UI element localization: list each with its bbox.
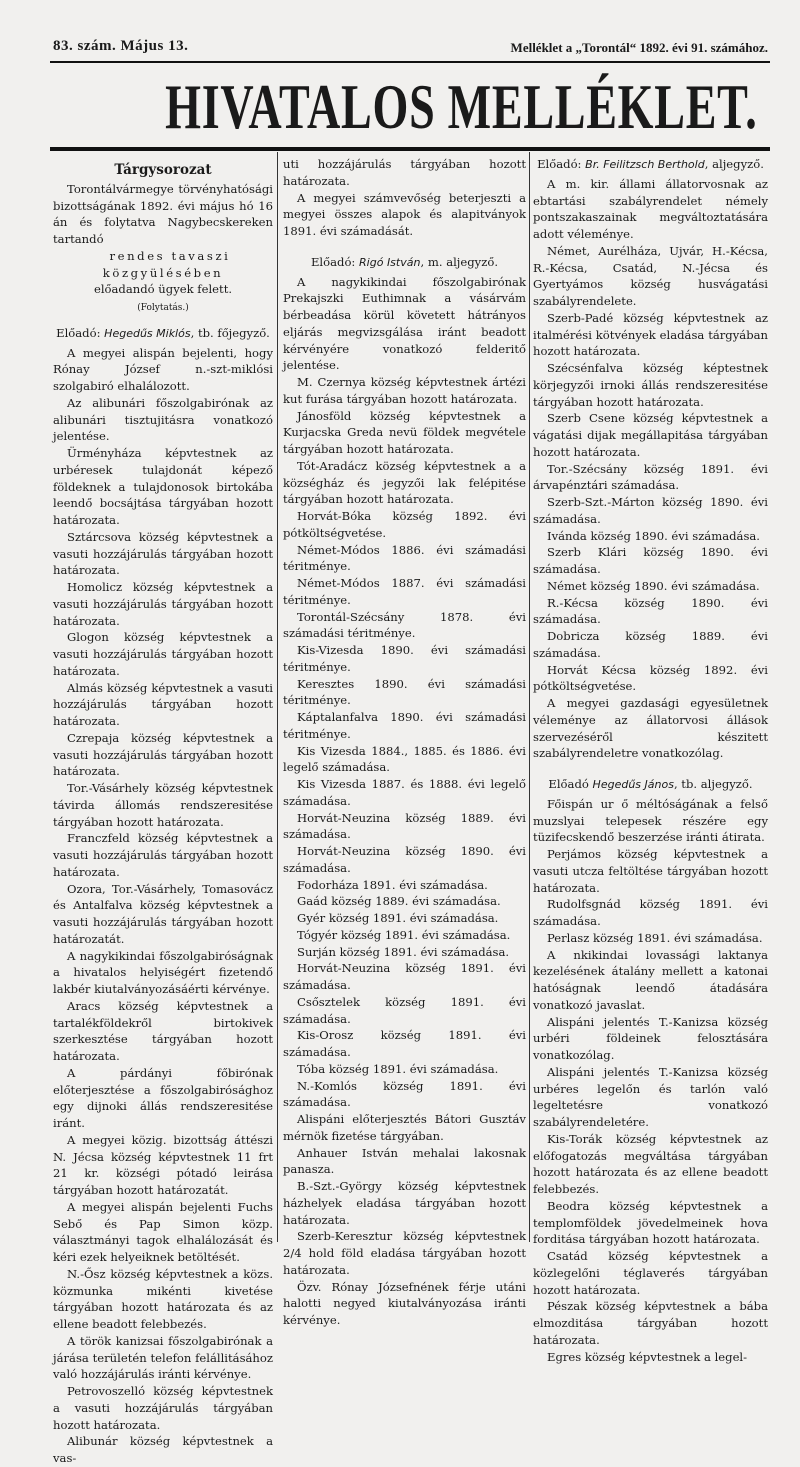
header-rule	[50, 61, 770, 63]
agenda-item: B.-Szt.-György község képvtestnek házhelyek eladása tárgyában hozott határozata.	[283, 1179, 526, 1227]
column-1	[53, 156, 273, 1467]
agenda-item: Dobricza község 1889. évi számadása.	[533, 629, 768, 660]
agenda-item: Aracs község képvtestnek a tartalékföldekről birtokivek szerkesztése tárgyában hozott határozata.	[53, 998, 273, 1063]
agenda-item: Alispáni jelentés T.-Kanizsa község urbéres legelőn és tarlón való legeltetésre vonatkozó szabályrendeletére.	[533, 1064, 768, 1129]
agenda-item: A megyei számvevőség beterjeszti a megyei összes alapok és alapitványok 1891. évi számadását.	[283, 190, 526, 238]
column-2	[283, 156, 526, 1329]
speaker-name: Hegedűs János	[592, 778, 674, 791]
agenda-item: Keresztes 1890. évi számadási téritménye.	[283, 676, 526, 708]
agenda-item: Tor.-Vásárhely község képvtestnek távirda állomás rendszeresitése tárgyában hozott határozata.	[53, 781, 273, 829]
agenda-item: Német község 1890. évi számadása.	[547, 578, 760, 593]
agenda-item: Szerb-Szt.-Márton község 1890. évi számadása.	[533, 495, 768, 526]
agenda-item: N.-Ősz község képvtestnek a közs. közmunka mikénti kivetése tárgyában hozott határozata és az ellene beadott felebbezés.	[53, 1266, 273, 1331]
continuation-note: (Folytatás.)	[137, 303, 189, 313]
speaker-title: , tb. főjegyző.	[190, 325, 270, 340]
speaker-line	[53, 325, 273, 343]
agenda-item: Főispán ur ő méltóságának a felső muzslyai telepesek részére egy tüzifecskendő beszerzése iránti átirata.	[533, 796, 768, 845]
agenda-item: Alibunár község képvtestnek a vas-	[53, 1434, 273, 1465]
agenda-item: Német, Aurélháza, Ujvár, H.-Kécsa, R.-Kécsa, Csatád, N.-Jécsa és Gyertyámos község husvágatási szabályrendelete.	[533, 243, 768, 308]
agenda-item: Rudolfsgnád község 1891. évi számadása.	[533, 897, 768, 928]
agenda-item: Franczfeld község képvtestnek a vasuti hozzájárulás tárgyában hozott határozata.	[53, 831, 273, 879]
agenda-item: Horvát Kécsa község 1892. évi pótköltségvetése.	[533, 662, 768, 694]
agenda-item: A megyei közig. bizottság áttészi N. Jécsa község képvtestnek 11 frt 21 kr. községi pótadó leirása tárgyában hozott határozatát.	[53, 1132, 273, 1197]
agenda-item: Perjámos község képvtestnek a vasuti utcza feltöltése tárgyában hozott határozata.	[533, 847, 768, 895]
speaker-title: , m. aljegyző.	[420, 254, 499, 269]
agenda-item: Ivánda község 1890. évi számadása.	[547, 528, 760, 543]
speaker-label: Előadó:	[56, 325, 105, 340]
speaker-name: Br. Feilitzsch Berthold	[585, 158, 705, 171]
agenda-item: Káptalanfalva 1890. évi számadási téritménye.	[283, 710, 526, 741]
agenda-item: Ürményháza képvtestnek az urbéresek tulajdonát képező földeknek a tulajdonosok birtokába leendő bocsájtása tárgyában hozott határozata.	[53, 446, 273, 527]
agenda-item: Horvát-Neuzina község 1891. évi számadása.	[283, 961, 526, 992]
agenda-item: Pészak község képvtestnek a bába elmozditása tárgyában hozott határozata.	[533, 1299, 768, 1347]
speaker-name: Rigó István	[359, 255, 421, 269]
column-divider	[529, 152, 530, 1242]
agenda-item: Kis-Torák község képvtestnek az előfogatozás megváltása tárgyában hozott határozata és az ellene beadott felebbezés.	[533, 1131, 768, 1196]
agenda-item: Tógyér község 1891. évi számadása.	[297, 927, 511, 942]
agenda-item: Perlasz község 1891. évi számadása.	[547, 930, 763, 945]
agenda-item: Kis-Orosz község 1891. évi számadása.	[283, 1028, 526, 1059]
agenda-item: Fodorháza 1891. évi számadása.	[297, 877, 488, 892]
issue-number-date: 83. szám. Május 13.	[53, 38, 189, 54]
agenda-item: Szerb-Keresztur község képvtestnek 2/4 hold föld eladása tárgyában hozott határozata.	[283, 1229, 526, 1277]
agenda-item: R.-Kécsa község 1890. évi számadása.	[533, 595, 768, 627]
agenda-item: Szerb Klári község 1890. évi számadása.	[533, 545, 768, 576]
agenda-item: Petrovoszelló község képvtestnek a vasuti hozzájárulás tárgyában hozott határozata.	[53, 1384, 273, 1432]
agenda-item: Jánosföld község képvtestnek a Kurjacska Greda nevü földek megvétele tárgyában hozott határozata.	[283, 408, 526, 456]
supplement-note: Melléklet a „Torontál“ 1892. évi 91. számához.	[510, 40, 768, 55]
agenda-item: Gaád község 1889. évi számadása.	[297, 894, 501, 909]
agenda-item: M. Czernya község képvtestnek ártézi kut furása tárgyában hozott határozata.	[283, 375, 526, 406]
agenda-item: Tóba község 1891. évi számadása.	[297, 1061, 499, 1076]
agenda-item: A párdányi főbirónak előterjesztése a főszolgabirósághoz egy dijnoki állás rendszeresitése iránt.	[53, 1065, 273, 1130]
agenda-item: Kis Vizesda 1884., 1885. és 1886. évi legelő számadása.	[283, 743, 526, 775]
agenda-item: Szerb-Padé község képvtestnek az italmérési kötvények eladása tárgyában hozott határozata.	[533, 310, 768, 359]
agenda-item: Csatád község képvtestnek a közlegelőni téglaverés tárgyában hozott határozata.	[533, 1249, 768, 1297]
section-heading: Tárgysorozat	[114, 162, 212, 178]
agenda-item: Egres község képvtestnek a legel-	[547, 1349, 748, 1364]
agenda-item: Az alibunári főszolgabirónak az alibunári tisztujitásra vonatkozó jelentése.	[53, 395, 273, 444]
speaker-line	[533, 156, 768, 174]
agenda-item: Torontál-Szécsány 1878. évi számadási téritménye.	[283, 609, 526, 641]
speaker-title: , aljegyző.	[704, 157, 764, 171]
agenda-intro-emphasis: rendes tavaszi közgyülésében	[102, 248, 231, 280]
agenda-item: Kis-Vizesda 1890. évi számadási téritménye.	[283, 643, 526, 674]
agenda-item: Csősztelek község 1891. évi számadása.	[283, 994, 526, 1026]
agenda-item: Horvát-Neuzina község 1890. évi számadása.	[283, 844, 526, 875]
agenda-item: Surján község 1891. évi számadása.	[297, 944, 510, 959]
agenda-item: Szerb Csene község képvtestnek a vágatási dijak megállapitása tárgyában hozott határozata.	[533, 411, 768, 459]
agenda-item: Czrepaja község képvtestnek a vasuti hozzájárulás tárgyában hozott határozata.	[53, 730, 273, 779]
agenda-intro: Torontálvármegye törvényhatósági bizottságának 1892. évi május hó 16 án és folytatva Nagybecskereken tartandó	[53, 181, 273, 246]
agenda-item: Alispáni jelentés T.-Kanizsa község urbéri földeinek felosztására vonatkozólag.	[533, 1014, 768, 1062]
speaker-title: , tb. aljegyző.	[673, 777, 753, 791]
agenda-item: A m. kir. állami állatorvosnak az ebtartási szabályrendelet némely pontszakaszainak megváltoztatására adott véleménye.	[533, 176, 768, 241]
agenda-item: A megyei gazdasági egyesületnek véleménye az állatorvosi állások szervezéséről készitett szabályrendeletre vonatkozólag.	[533, 696, 768, 761]
speaker-name: Hegedűs Miklós	[104, 326, 191, 340]
agenda-item: Glogon község képvtestnek a vasuti hozzájárulás tárgyában hozott határozata.	[53, 630, 273, 678]
agenda-intro-end: előadandó ügyek felett.	[93, 282, 233, 297]
speaker-line	[283, 254, 526, 272]
agenda-item: Beodra község képvtestnek a templomföldek jövedelmeinek hova forditása tárgyában hozott határozata.	[533, 1198, 768, 1247]
speaker-label: Előadó:	[310, 254, 360, 269]
speaker-line	[533, 776, 768, 794]
agenda-item: N.-Komlós község 1891. évi számadása.	[283, 1078, 526, 1110]
agenda-item: A nkikindai lovassági laktanya kezelésének átalány mellett a katonai hatóságnak leendő átadására vonatkozó javaslat.	[533, 947, 768, 1012]
agenda-item: A megyei alispán bejelenti Fuchs Sebő és Pap Simon közp. választmányi tagok elhalálozását és kéri ezek helyeiknek betöltését.	[53, 1199, 273, 1264]
agenda-item: Ozora, Tor.-Vásárhely, Tomasovácz és Antalfalva község képvtestnek a vasuti hozzájárulás tárgyában hozott határozatát.	[53, 881, 273, 946]
column-divider	[277, 152, 278, 1242]
agenda-item: A megyei alispán bejelenti, hogy Rónay József n.-szt-miklósi szolgabiró elhalálozott.	[53, 345, 273, 393]
agenda-item: Homolicz község képvtestnek a vasuti hozzájárulás tárgyában hozott határozata.	[53, 580, 273, 628]
agenda-item: Almás község képvtestnek a vasuti hozzájárulás tárgyában hozott határozata.	[53, 680, 273, 728]
agenda-item-continued: uti hozzájárulás tárgyában hozott határozata.	[283, 157, 526, 188]
column-3	[533, 156, 768, 1365]
speaker-label: Előadó	[548, 777, 593, 791]
agenda-item: Gyér község 1891. évi számadása.	[297, 911, 499, 925]
agenda-item: Szécsénfalva község képtestnek körjegyzői irnoki állás rendszeresitése tárgyában hozott határozata.	[533, 361, 768, 409]
agenda-item: Tor.-Szécsány község 1891. évi árvapénztári számadása.	[533, 461, 768, 493]
agenda-item: Német-Módos 1887. évi számadási téritménye.	[283, 576, 526, 607]
agenda-item: A nagykikindai főszolgabiróságnak a hivatalos helyiségért fizetendő lakbér kiutalványozásáérti kérvénye.	[53, 948, 273, 996]
agenda-item: Özv. Rónay Józsefnének férje utáni halotti negyed kiutalványozása iránti kérvénye.	[283, 1279, 526, 1327]
speaker-label: Előadó:	[537, 157, 586, 171]
agenda-item: Sztárcsova község képvtestnek a vasuti hozzájárulás tárgyában hozott határozata.	[53, 529, 273, 578]
agenda-item: Alispáni előterjesztés Bátori Gusztáv mérnök fizetése tárgyában.	[283, 1112, 526, 1143]
agenda-item: Anhauer István mehalai lakosnak panasza.	[283, 1145, 526, 1177]
page-header	[53, 38, 768, 58]
masthead-rule	[50, 147, 770, 151]
agenda-item: Német-Módos 1886. évi számadási téritménye.	[283, 542, 526, 574]
agenda-item: A nagykikindai főszolgabirónak Prekajszki Euthimnak a vásárvám bérbeadása körül követett hátrányos eljárás megvizsgálása iránt beadott kérvényére vonatkozó felderitő jelentése.	[283, 274, 526, 373]
agenda-item: Kis Vizesda 1887. és 1888. évi legelő számadása.	[283, 777, 526, 808]
agenda-item: Horvát-Bóka község 1892. évi pótköltségvetése.	[283, 509, 526, 540]
masthead	[50, 71, 770, 142]
masthead-title: HIVATALOS MELLÉKLET.	[165, 71, 758, 142]
agenda-item: Horvát-Neuzina község 1889. évi számadása.	[283, 810, 526, 842]
agenda-item: Tót-Aradácz község képvtestnek a a községház és jegyzői lak felépitése tárgyában hozott határozata.	[283, 458, 526, 507]
agenda-item: A török kanizsai főszolgabirónak a járása területén telefon felállitásához való hozzájárulás iránti kérvénye.	[53, 1333, 273, 1382]
